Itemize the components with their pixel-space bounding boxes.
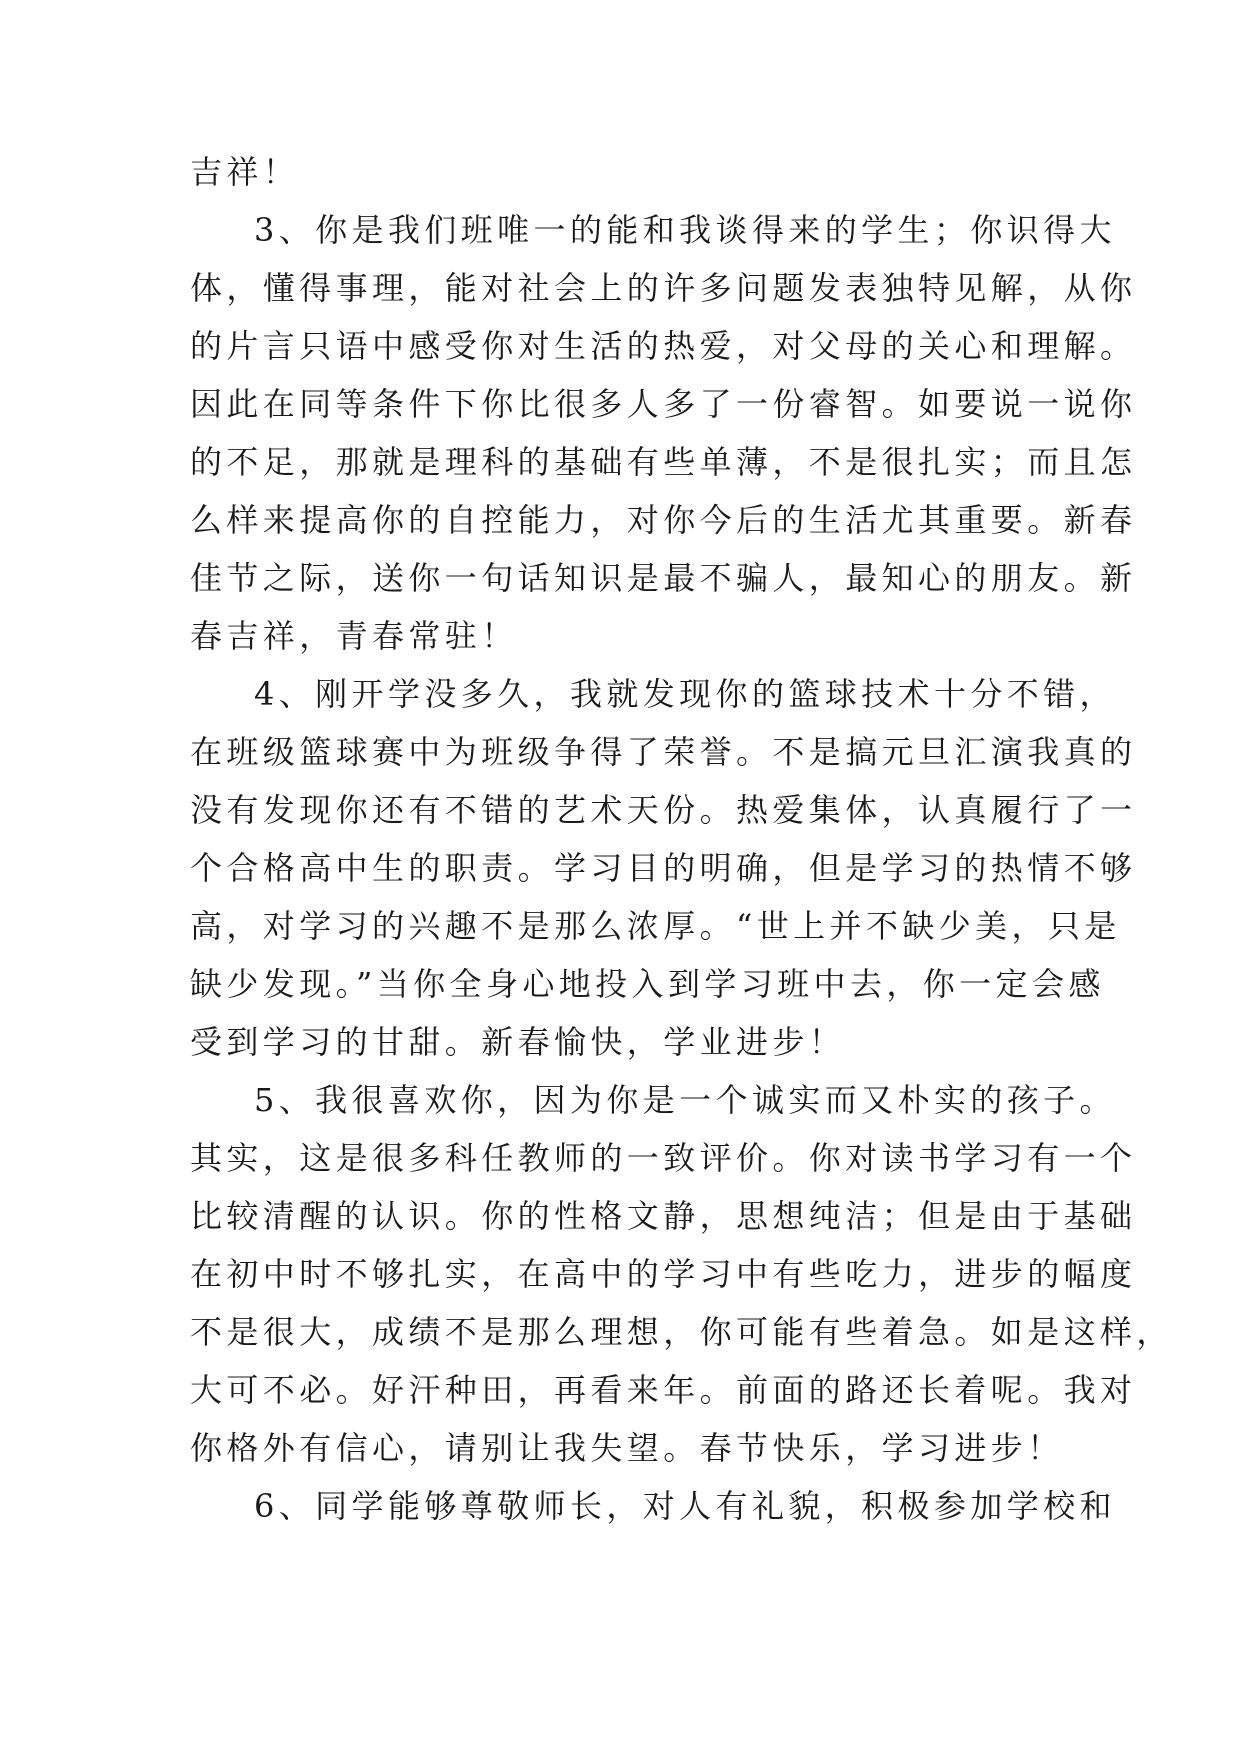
text-line: 体，懂得事理，能对社会上的许多问题发表独特见解，从你 [190,269,1137,307]
text-line: 大可不必。好汗种田，再看来年。前面的路还长着呢。我对 [190,1371,1137,1409]
text-line: 5、我很喜欢你，因为你是一个诚实而又朴实的孩子。 [254,1081,1116,1119]
text-line: 比较清醒的认识。你的性格文静，思想纯洁；但是由于基础 [190,1197,1137,1235]
text-line: 4、刚开学没多久，我就发现你的篮球技术十分不错， [254,675,1116,713]
text-line: 佳节之际，送你一句话知识是最不骗人，最知心的朋友。新 [190,559,1137,597]
text-line: 6、同学能够尊敬师长，对人有礼貌，积极参加学校和 [254,1487,1116,1525]
text-line: 在初中时不够扎实，在高中的学习中有些吃力，进步的幅度 [190,1255,1137,1293]
text-line: 春吉祥，青春常驻！ [190,617,518,655]
text-line: 的不足，那就是理科的基础有些单薄，不是很扎实；而且怎 [190,443,1137,481]
text-line: 3、你是我们班唯一的能和我谈得来的学生；你识得大 [254,211,1116,249]
text-line: 没有发现你还有不错的艺术天份。热爱集体，认真履行了一 [190,791,1137,829]
text-line: 高，对学习的兴趣不是那么浓厚。“世上并不缺少美，只是 [190,907,1121,945]
text-line: 不是很大，成绩不是那么理想，你可能有些着急。如是这样， [190,1313,1173,1351]
text-line: 么样来提高你的自控能力，对你今后的生活尤其重要。新春 [190,501,1137,539]
text-line: 其实，这是很多科任教师的一致评价。你对读书学习有一个 [190,1139,1137,1177]
text-line: 受到学习的甘甜。新春愉快，学业进步！ [190,1023,846,1061]
text-line: 缺少发现。”当你全身心地投入到学习班中去，你一定会感 [190,965,1105,1003]
text-line: 的片言只语中感受你对生活的热爱，对父母的关心和理解。 [190,327,1137,365]
text-line: 你格外有信心，请别让我失望。春节快乐，学习进步！ [190,1429,1064,1467]
text-line: 个合格高中生的职责。学习目的明确，但是学习的热情不够 [190,849,1137,887]
text-line: 吉祥！ [190,153,300,191]
text-line: 因此在同等条件下你比很多人多了一份睿智。如要说一说你 [190,385,1137,423]
text-line: 在班级篮球赛中为班级争得了荣誉。不是搞元旦汇演我真的 [190,733,1137,771]
